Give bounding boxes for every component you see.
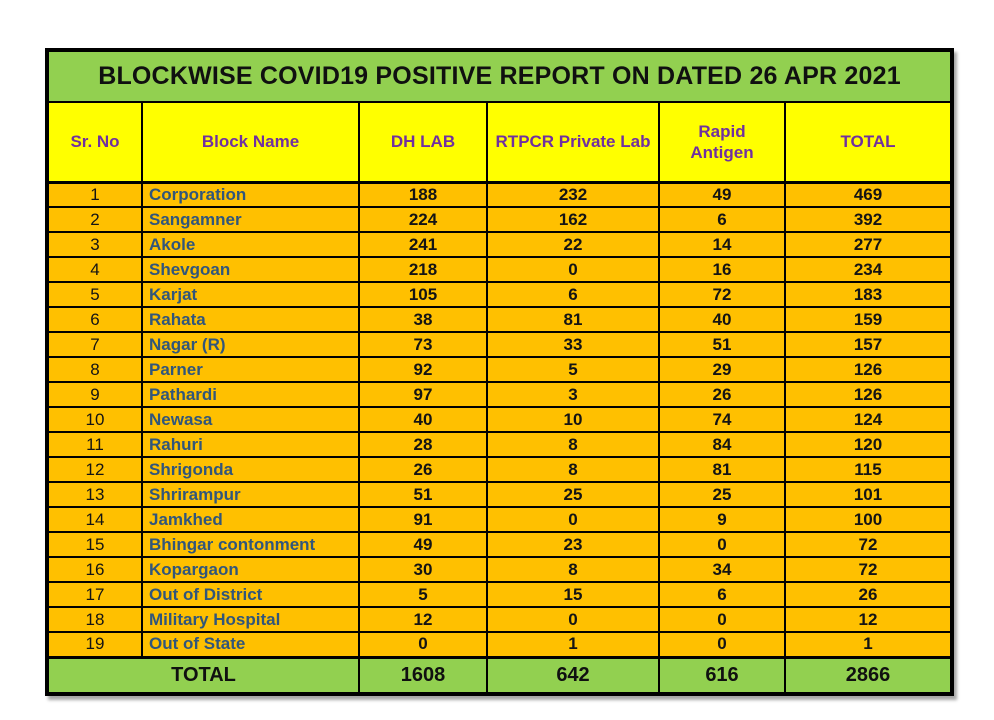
col-header-rapid-antigen: Rapid Antigen xyxy=(659,102,785,182)
table-row xyxy=(47,207,952,232)
sr-no-cell: 17 xyxy=(47,582,142,607)
sr-no-cell: 12 xyxy=(47,457,142,482)
rtpcr-private-lab-cell: 232 xyxy=(487,182,659,207)
col-header-sr-no: Sr. No xyxy=(47,102,142,182)
row-total-cell: 126 xyxy=(785,357,952,382)
table-row xyxy=(47,407,952,432)
rapid-antigen-cell: 29 xyxy=(659,357,785,382)
dh-lab-cell: 40 xyxy=(359,407,487,432)
dh-lab-cell: 51 xyxy=(359,482,487,507)
dh-lab-cell: 241 xyxy=(359,232,487,257)
sr-no-cell: 9 xyxy=(47,382,142,407)
col-header-total: TOTAL xyxy=(785,102,952,182)
row-total-cell: 72 xyxy=(785,532,952,557)
col-header-rtpcr-private-lab: RTPCR Private Lab xyxy=(487,102,659,182)
rtpcr-private-lab-cell: 81 xyxy=(487,307,659,332)
block-name-cell: Rahuri xyxy=(142,432,359,457)
rtpcr-private-lab-cell: 162 xyxy=(487,207,659,232)
rapid-antigen-cell: 0 xyxy=(659,607,785,632)
block-name-cell: Parner xyxy=(142,357,359,382)
sr-no-cell: 13 xyxy=(47,482,142,507)
block-name-cell: Jamkhed xyxy=(142,507,359,532)
total-dh-lab: 1608 xyxy=(359,657,487,694)
table-row xyxy=(47,632,952,657)
rapid-antigen-cell: 40 xyxy=(659,307,785,332)
block-name-cell: Kopargaon xyxy=(142,557,359,582)
dh-lab-cell: 30 xyxy=(359,557,487,582)
row-total-cell: 157 xyxy=(785,332,952,357)
rtpcr-private-lab-cell: 3 xyxy=(487,382,659,407)
block-name-cell: Sangamner xyxy=(142,207,359,232)
row-total-cell: 26 xyxy=(785,582,952,607)
table-row xyxy=(47,307,952,332)
dh-lab-cell: 188 xyxy=(359,182,487,207)
table-row xyxy=(47,607,952,632)
row-total-cell: 101 xyxy=(785,482,952,507)
table-row xyxy=(47,382,952,407)
rtpcr-private-lab-cell: 6 xyxy=(487,282,659,307)
rapid-antigen-cell: 74 xyxy=(659,407,785,432)
rapid-antigen-cell: 26 xyxy=(659,382,785,407)
header-row xyxy=(47,102,952,182)
rtpcr-private-lab-cell: 22 xyxy=(487,232,659,257)
row-total-cell: 159 xyxy=(785,307,952,332)
table-body xyxy=(47,182,952,657)
total-grand-total: 2866 xyxy=(785,657,952,694)
rapid-antigen-cell: 51 xyxy=(659,332,785,357)
rapid-antigen-cell: 72 xyxy=(659,282,785,307)
block-name-cell: Pathardi xyxy=(142,382,359,407)
block-name-cell: Corporation xyxy=(142,182,359,207)
row-total-cell: 1 xyxy=(785,632,952,657)
rapid-antigen-cell: 14 xyxy=(659,232,785,257)
rapid-antigen-cell: 25 xyxy=(659,482,785,507)
block-name-cell: Shrirampur xyxy=(142,482,359,507)
dh-lab-cell: 91 xyxy=(359,507,487,532)
sr-no-cell: 19 xyxy=(47,632,142,657)
rapid-antigen-cell: 16 xyxy=(659,257,785,282)
block-name-cell: Out of State xyxy=(142,632,359,657)
col-header-block-name: Block Name xyxy=(142,102,359,182)
rapid-antigen-cell: 49 xyxy=(659,182,785,207)
dh-lab-cell: 224 xyxy=(359,207,487,232)
total-rtpcr-private-lab: 642 xyxy=(487,657,659,694)
sr-no-cell: 11 xyxy=(47,432,142,457)
title-row xyxy=(47,50,952,102)
dh-lab-cell: 38 xyxy=(359,307,487,332)
block-name-cell: Nagar (R) xyxy=(142,332,359,357)
sr-no-cell: 14 xyxy=(47,507,142,532)
rapid-antigen-cell: 81 xyxy=(659,457,785,482)
dh-lab-cell: 92 xyxy=(359,357,487,382)
rapid-antigen-cell: 34 xyxy=(659,557,785,582)
sr-no-cell: 6 xyxy=(47,307,142,332)
total-row xyxy=(47,657,952,694)
rtpcr-private-lab-cell: 25 xyxy=(487,482,659,507)
rtpcr-private-lab-cell: 10 xyxy=(487,407,659,432)
block-name-cell: Newasa xyxy=(142,407,359,432)
block-name-cell: Rahata xyxy=(142,307,359,332)
dh-lab-cell: 97 xyxy=(359,382,487,407)
table-row xyxy=(47,582,952,607)
total-rapid-antigen: 616 xyxy=(659,657,785,694)
rtpcr-private-lab-cell: 8 xyxy=(487,432,659,457)
rapid-antigen-cell: 0 xyxy=(659,532,785,557)
block-name-cell: Shrigonda xyxy=(142,457,359,482)
sr-no-cell: 15 xyxy=(47,532,142,557)
block-name-cell: Out of District xyxy=(142,582,359,607)
sr-no-cell: 5 xyxy=(47,282,142,307)
row-total-cell: 124 xyxy=(785,407,952,432)
block-name-cell: Military Hospital xyxy=(142,607,359,632)
sr-no-cell: 16 xyxy=(47,557,142,582)
dh-lab-cell: 12 xyxy=(359,607,487,632)
sr-no-cell: 10 xyxy=(47,407,142,432)
sr-no-cell: 18 xyxy=(47,607,142,632)
dh-lab-cell: 49 xyxy=(359,532,487,557)
row-total-cell: 72 xyxy=(785,557,952,582)
table-row xyxy=(47,257,952,282)
table-row xyxy=(47,457,952,482)
row-total-cell: 277 xyxy=(785,232,952,257)
total-label: TOTAL xyxy=(47,657,359,694)
dh-lab-cell: 0 xyxy=(359,632,487,657)
dh-lab-cell: 5 xyxy=(359,582,487,607)
row-total-cell: 183 xyxy=(785,282,952,307)
covid-report-table xyxy=(45,48,954,696)
table-row xyxy=(47,557,952,582)
table-row xyxy=(47,332,952,357)
rapid-antigen-cell: 84 xyxy=(659,432,785,457)
row-total-cell: 120 xyxy=(785,432,952,457)
block-name-cell: Akole xyxy=(142,232,359,257)
table-row xyxy=(47,432,952,457)
sr-no-cell: 7 xyxy=(47,332,142,357)
dh-lab-cell: 26 xyxy=(359,457,487,482)
row-total-cell: 100 xyxy=(785,507,952,532)
rtpcr-private-lab-cell: 5 xyxy=(487,357,659,382)
rapid-antigen-cell: 0 xyxy=(659,632,785,657)
sr-no-cell: 1 xyxy=(47,182,142,207)
table-row xyxy=(47,482,952,507)
table-row xyxy=(47,532,952,557)
rtpcr-private-lab-cell: 8 xyxy=(487,557,659,582)
sr-no-cell: 3 xyxy=(47,232,142,257)
table-row xyxy=(47,232,952,257)
sr-no-cell: 2 xyxy=(47,207,142,232)
sr-no-cell: 4 xyxy=(47,257,142,282)
block-name-cell: Shevgoan xyxy=(142,257,359,282)
dh-lab-cell: 218 xyxy=(359,257,487,282)
row-total-cell: 234 xyxy=(785,257,952,282)
row-total-cell: 12 xyxy=(785,607,952,632)
block-name-cell: Karjat xyxy=(142,282,359,307)
rtpcr-private-lab-cell: 0 xyxy=(487,607,659,632)
rapid-antigen-cell: 6 xyxy=(659,582,785,607)
rtpcr-private-lab-cell: 0 xyxy=(487,257,659,282)
rapid-antigen-cell: 9 xyxy=(659,507,785,532)
row-total-cell: 469 xyxy=(785,182,952,207)
rtpcr-private-lab-cell: 33 xyxy=(487,332,659,357)
sr-no-cell: 8 xyxy=(47,357,142,382)
dh-lab-cell: 73 xyxy=(359,332,487,357)
rtpcr-private-lab-cell: 15 xyxy=(487,582,659,607)
rapid-antigen-cell: 6 xyxy=(659,207,785,232)
report-title: BLOCKWISE COVID19 POSITIVE REPORT ON DATED 26 APR 2021 xyxy=(47,50,952,102)
table-row xyxy=(47,507,952,532)
row-total-cell: 392 xyxy=(785,207,952,232)
dh-lab-cell: 28 xyxy=(359,432,487,457)
row-total-cell: 115 xyxy=(785,457,952,482)
block-name-cell: Bhingar contonment xyxy=(142,532,359,557)
rtpcr-private-lab-cell: 1 xyxy=(487,632,659,657)
row-total-cell: 126 xyxy=(785,382,952,407)
col-header-dh-lab: DH LAB xyxy=(359,102,487,182)
dh-lab-cell: 105 xyxy=(359,282,487,307)
rtpcr-private-lab-cell: 0 xyxy=(487,507,659,532)
table-row xyxy=(47,282,952,307)
table-row xyxy=(47,357,952,382)
table-row xyxy=(47,182,952,207)
rtpcr-private-lab-cell: 23 xyxy=(487,532,659,557)
rtpcr-private-lab-cell: 8 xyxy=(487,457,659,482)
